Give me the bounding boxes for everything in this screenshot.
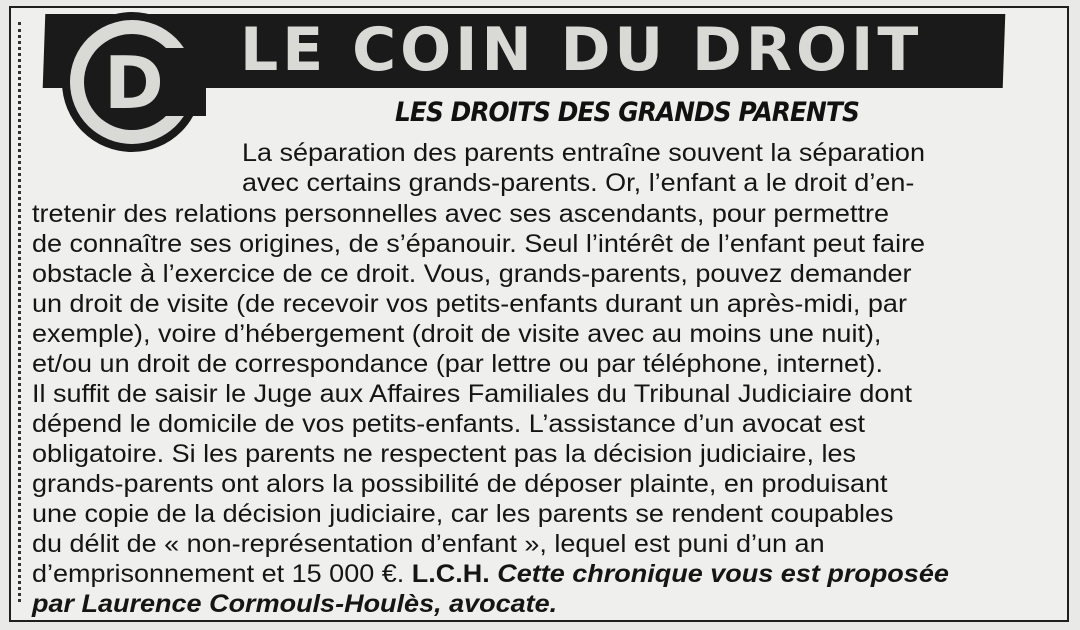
text-line: exemple), voire d’hébergement (droit de visite avec au moins une nuit), — [32, 320, 882, 348]
text-line: et/ou un droit de correspondance (par lettre ou par téléphone, internet). — [32, 350, 884, 378]
logo-letter: D — [104, 41, 164, 125]
text-line: grands-parents ont alors la possibilité de déposer plainte, en produisant — [32, 470, 888, 498]
credit-text: Cette chronique vous est proposée — [497, 560, 949, 588]
text-line: une copie de la décision judiciaire, car les parents se rendent coupables — [32, 500, 894, 528]
credit-line: par Laurence Cormouls-Houlès, avocate. — [32, 590, 558, 618]
text-line: obstacle à l’exercice de ce droit. Vous, grands-parents, pouvez demander — [32, 260, 912, 288]
article-subtitle: LES DROITS DES GRANDS PARENTS — [395, 97, 859, 128]
text-line: obligatoire. Si les parents ne respectent pas la décision judiciaire, les — [32, 440, 856, 468]
signature-initials: L.C.H. — [411, 560, 490, 588]
text-line: du délit de « non-représentation d’enfant », lequel est puni d’un an — [32, 530, 825, 558]
last-line-text: d’emprisonnement et 15 000 €. — [32, 560, 405, 588]
column-title: LE COIN DU DROIT — [240, 15, 923, 85]
text-line: un droit de visite (de recevoir vos petits-enfants durant un après-midi, par — [32, 290, 907, 318]
text-line: avec certains grands-parents. Or, l’enfant a le droit d’en- — [242, 169, 915, 197]
text-line: Il suffit de saisir le Juge aux Affaires Familiales du Tribunal Judiciaire dont — [32, 380, 912, 408]
text-line-last — [32, 559, 949, 589]
text-line: de connaître ses origines, de s’épanouir. Seul l’intérêt de l’enfant peut faire — [32, 230, 926, 258]
text-line: tretenir des relations personnelles avec ses ascendants, pour permettre — [32, 200, 889, 228]
text-line: dépend le domicile de vos petits-enfants. L’assistance d’un avocat est — [32, 410, 866, 438]
text-line: La séparation des parents entraîne souvent la séparation — [242, 139, 925, 167]
